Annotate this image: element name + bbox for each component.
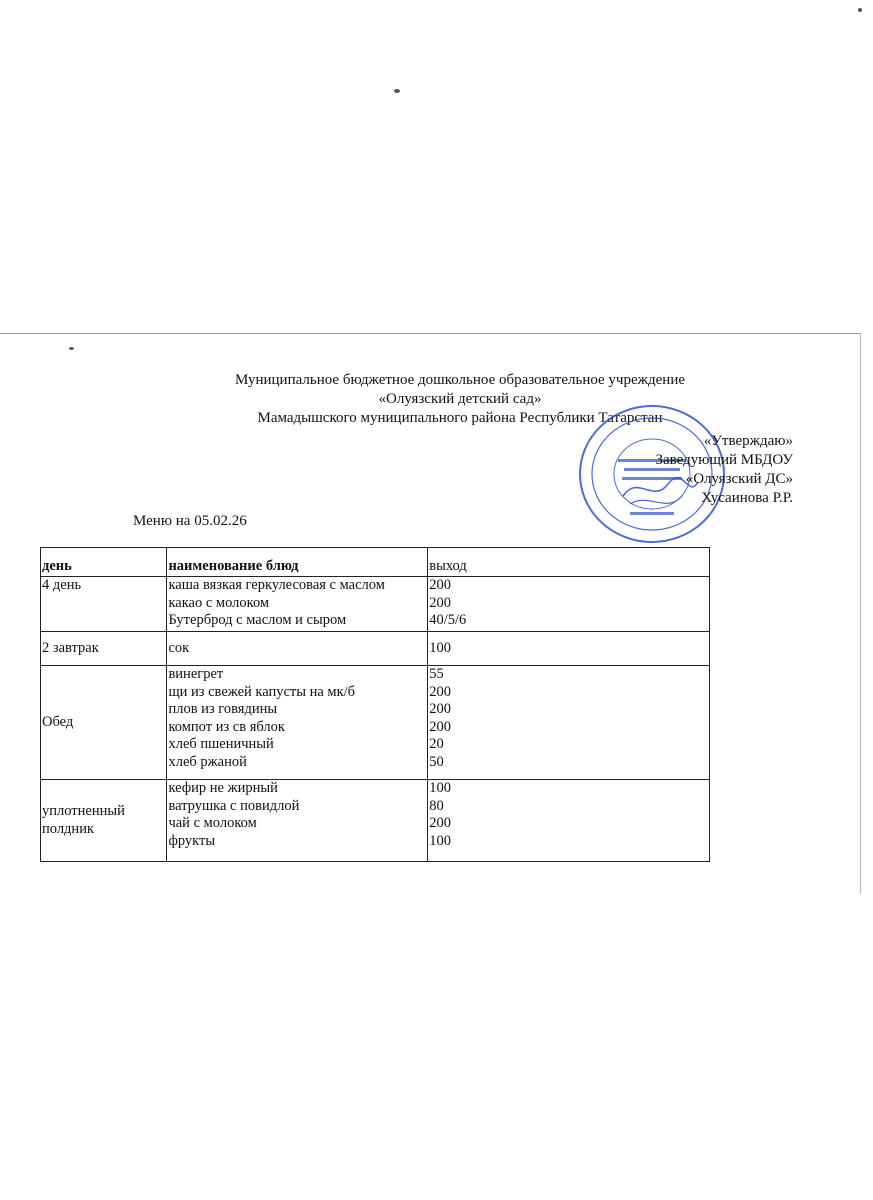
dishes-cell: [167, 666, 428, 780]
dish: каша вязкая геркулесовая с маслом: [168, 577, 385, 593]
output-cell: [428, 780, 710, 862]
approval-line: Хусаинова Р.Р.: [701, 490, 793, 506]
dishes-cell: [167, 577, 428, 632]
dish: хлеб пшеничный: [168, 736, 274, 753]
dish: винегрет: [168, 666, 224, 682]
output-cell: [428, 632, 710, 666]
dish: какао с молоком: [168, 594, 270, 611]
header-line: Мамадышского муниципального района Республики Татарстан: [257, 410, 663, 426]
dish: щи из свежей капусты на мк/б: [168, 683, 356, 700]
day-cell: 4 день: [41, 577, 167, 632]
header-line: «Олуязский детский сад»: [378, 391, 542, 407]
output: 40/5/6: [429, 612, 467, 629]
menu-date: Меню на 05.02.26: [133, 513, 247, 529]
table-row: [41, 632, 710, 666]
column-header-dish: наименование блюд: [167, 548, 428, 577]
approval-block: [655, 432, 793, 508]
institution-header: [0, 371, 873, 428]
output: 55: [429, 666, 444, 682]
output: 20: [429, 736, 444, 753]
output-cell: [428, 577, 710, 632]
scan-speck: [69, 347, 74, 350]
dish: компот из св яблок: [168, 718, 285, 735]
approval-line: Заведующий МБДОУ: [655, 452, 793, 468]
output: 100: [429, 780, 451, 796]
output: 200: [429, 683, 451, 700]
header-line: Муниципальное бюджетное дошкольное образовательное учреждение: [235, 372, 685, 388]
dish: чай с молоком: [168, 815, 257, 832]
output: 200: [429, 718, 451, 735]
day-cell: уплотненный полдник: [41, 780, 167, 862]
dish: кефир не жирный: [168, 780, 278, 796]
scan-speck: [858, 8, 862, 12]
output: 50: [429, 753, 444, 770]
table-row: [41, 780, 710, 862]
dish: сок: [168, 639, 190, 656]
approval-line: «Утверждаю»: [703, 433, 793, 449]
output: 200: [429, 577, 451, 593]
dish: ватрушка с повидлой: [168, 797, 300, 814]
output: 200: [429, 815, 451, 832]
dishes-cell: [167, 632, 428, 666]
output: 80: [429, 797, 444, 814]
output-cell: [428, 666, 710, 780]
day-cell: 2 завтрак: [41, 632, 167, 666]
dish: хлеб ржаной: [168, 753, 247, 770]
output: 200: [429, 701, 451, 718]
scan-speck: [394, 89, 400, 93]
dish: плов из говядины: [168, 701, 278, 718]
table-row: [41, 666, 710, 780]
table-row: [41, 577, 710, 632]
dish: фрукты: [168, 832, 216, 849]
menu-table: [40, 547, 710, 862]
column-header-day: день: [41, 548, 167, 577]
output: 200: [429, 594, 451, 611]
table-header-row: [41, 548, 710, 577]
approval-line: «Олуязский ДС»: [685, 471, 793, 487]
output: 100: [429, 832, 451, 849]
output: 100: [429, 639, 451, 656]
dishes-cell: [167, 780, 428, 862]
column-header-output: выход: [428, 548, 710, 577]
day-cell: Обед: [41, 666, 167, 780]
dish: Бутерброд с маслом и сыром: [168, 612, 347, 629]
